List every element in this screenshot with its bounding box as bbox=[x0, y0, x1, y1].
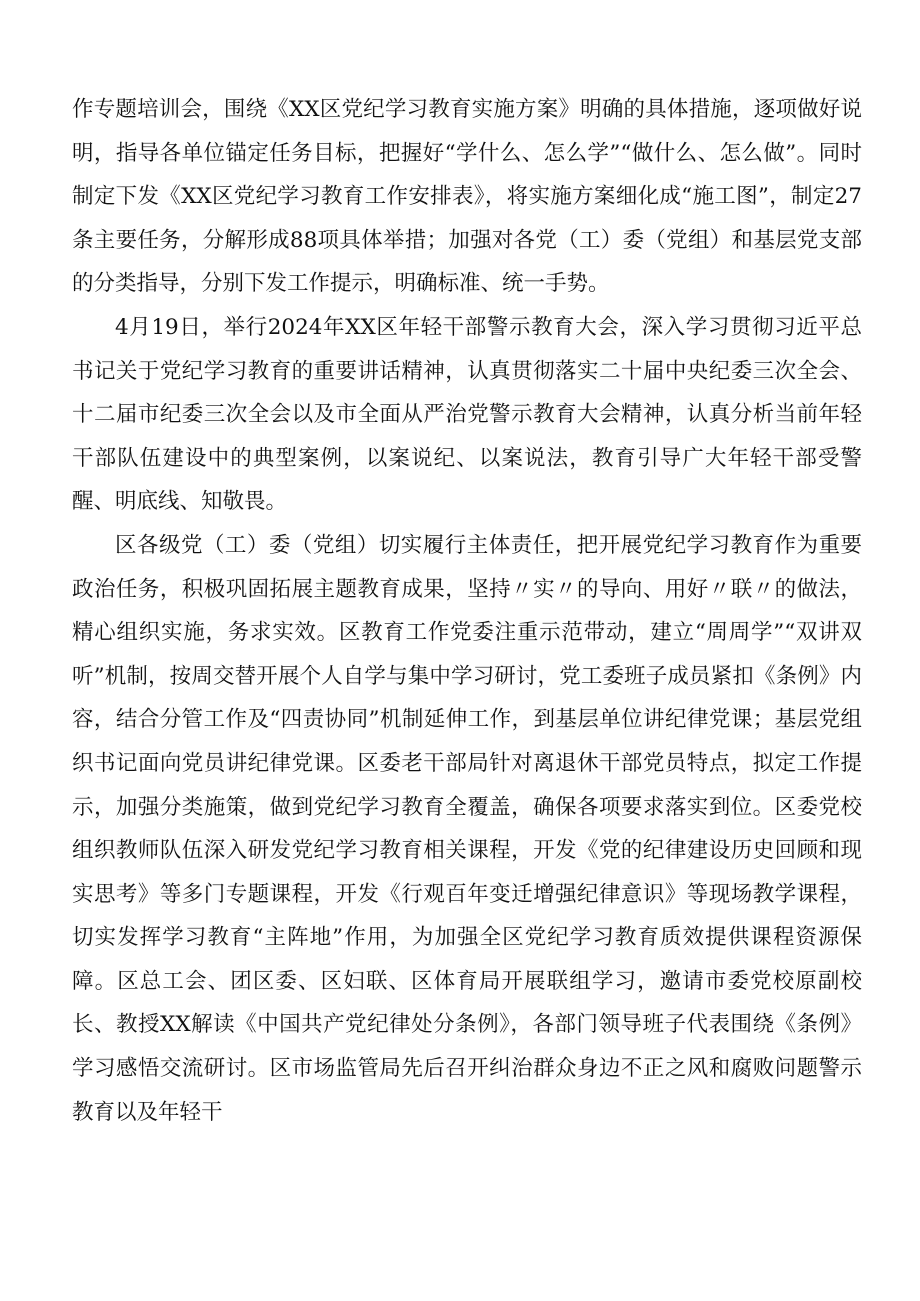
document-body bbox=[72, 88, 862, 1134]
paragraph-continuation: 作专题培训会，围绕《XX区党纪学习教育实施方案》明确的具体措施，逐项做好说明，指导各单位锚定任务目标，把握好“学什么、怎么学”“做什么、怎么做”。同时制定下发《XX区党纪学习教育工作安排表》，将实施方案细化成“施工图”，制定27条主要任务，分解形成88项具体举措；加强对各党（工）委（党组）和基层党支部的分类指导，分别下发工作提示，明确标准、统一手势。 bbox=[72, 97, 862, 297]
paragraph-party-committees-responsibility: 区各级党（工）委（党组）切实履行主体责任，把开展党纪学习教育作为重要政治任务，积极巩固拓展主题教育成果，坚持〃实〃的导向、用好〃联〃的做法，精心组织实施，务求实效。区教育工作党委注重示范带动，建立“周周学”“双讲双听”机制，按周交替开展个人自学与集中学习研讨，党工委班子成员紧扣《条例》内容，结合分管工作及“四责协同”机制延伸工作，到基层单位讲纪律党课；基层党组织书记面向党员讲纪律党课。区委老干部局针对离退休干部党员特点，拟定工作提示，加强分类施策，做到党纪学习教育全覆盖，确保各项要求落实到位。区委党校组织教师队伍深入研发党纪学习教育相关课程，开发《党的纪律建设历史回顾和现实思考》等多门专题课程，开发《行观百年变迁增强纪律意识》等现场教学课程，切实发挥学习教育“主阵地”作用，为加强全区党纪学习教育质效提供课程资源保障。区总工会、团区委、区妇联、区体育局开展联组学习，邀请市委党校原副校长、教授XX解读《中国共产党纪律处分条例》，各部门领导班子代表围绕《条例》学习感悟交流研讨。区市场监管局先后召开纠治群众身边不正之风和腐败问题警示教育以及年轻干 bbox=[72, 532, 862, 1125]
paragraph-warning-education-meeting: 4月19日，举行2024年XX区年轻干部警示教育大会，深入学习贯彻习近平总书记关于党纪学习教育的重要讲话精神，认真贯彻落实二十届中央纪委三次全会、十二届市纪委三次全会以及市全面从严治党警示教育大会精神，认真分析当前年轻干部队伍建设中的典型案例，以案说纪、以案说法，教育引导广大年轻干部受警醒、明底线、知敬畏。 bbox=[72, 314, 862, 515]
